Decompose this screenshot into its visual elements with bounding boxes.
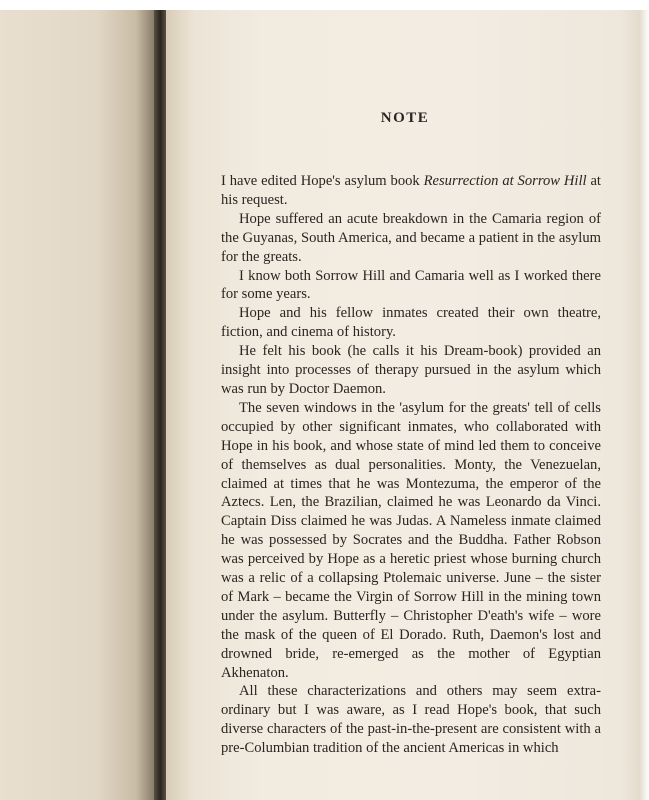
paragraph-2: Hope suffered an acute breakdown in the Camaria region of the Guyanas, South America, and became a patient in the asylum for the greats. xyxy=(221,210,601,265)
paragraph-7: All these characterizations and others may seem extra-ordinary but I was aware, as I read Hope's book, that such diverse characters of the past-in-the-present are consistent with a pre-Columbian tradition of the ancient Americas in which xyxy=(221,683,601,757)
paragraph-4: Hope and his fellow inmates created their own theatre, fiction, and cinema of history. xyxy=(221,305,601,341)
left-page-edge xyxy=(0,10,160,800)
paragraph-1-pre: I have edited Hope's asylum book xyxy=(221,173,424,189)
paragraph-5: He felt his book (he calls it his Dream-book) provided an insight into processes of therapy pursued in the asylum which was run by Doctor Daemon. xyxy=(221,343,601,397)
paragraph-3: I know both Sorrow Hill and Camaria well as I worked there for some years. xyxy=(221,267,601,303)
body-text xyxy=(221,172,601,758)
right-page-margin xyxy=(640,10,649,800)
paragraph-1-post: at his request. xyxy=(221,173,601,208)
paragraph-1 xyxy=(221,172,601,210)
page-title: NOTE xyxy=(380,110,430,126)
paragraph-6: The seven windows in the 'asylum for the greats' tell of cells occupied by other significant inmates, who collaborated with Hope in his book, and whose state of mind led them to conceive of themselves as dual personalities. Monty, the Venezuelan, claimed at times that he was Montezuma, the emperor of the Aztecs. Len, the Brazilian, claimed he was Leonardo da Vinci. Captain Diss claimed he was Judas. A Nameless inmate claimed he was possessed by Socrates and the Buddha. Father Robson was perceived by Hope as a heretic priest whose burning church was a relic of a collapsing Ptolemaic universe. June – the sister of Mark – became the Virgin of Sorrow Hill in the mining town under the asylum. Butterfly – Christopher D'eath's wife – wore the mask of the queen of El Dorado. Ruth, Daemon's lost and drowned bride, re-emerged as the mother of Egyptian Akhenaton. xyxy=(221,399,601,681)
book-title: Resurrection at Sorrow Hill xyxy=(423,173,587,189)
